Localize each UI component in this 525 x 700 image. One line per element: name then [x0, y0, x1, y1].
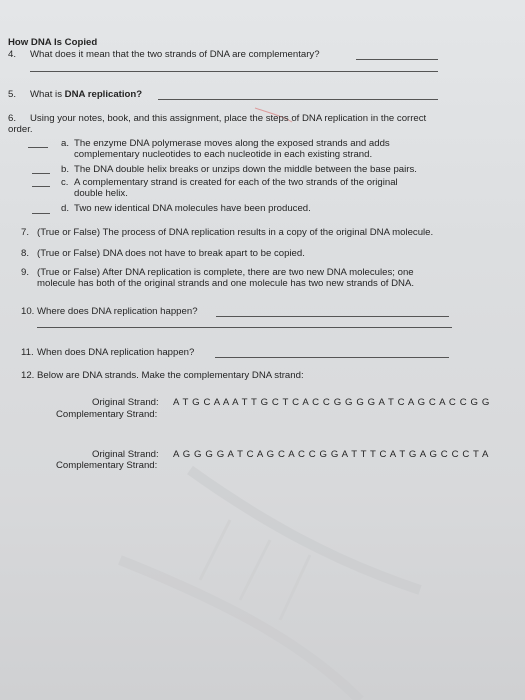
answer-line-5[interactable] [158, 99, 438, 100]
step-c-letter: c. [61, 177, 69, 188]
order-blank-b[interactable] [32, 173, 50, 174]
step-b-text: The DNA double helix breaks or unzips down the middle between the base pairs. [74, 164, 417, 175]
answer-line-11[interactable] [215, 357, 449, 358]
question-7-text: (True or False) The process of DNA replication results in a copy of the original DNA molecule. [37, 227, 434, 238]
step-c-text-line1: A complementary strand is created for each of the two strands of the original [74, 177, 398, 188]
question-10-text: Where does DNA replication happen? [37, 306, 198, 317]
question-5-number: 5. [8, 89, 17, 100]
step-b-letter: b. [61, 164, 70, 175]
answer-line-10b[interactable] [37, 327, 452, 328]
strand-2-complement-label: Complementary Strand: [56, 460, 158, 471]
step-a-text-line2: complementary nucleotides to each nucleotide in each existing strand. [74, 149, 373, 160]
order-blank-d[interactable] [32, 213, 50, 214]
question-9-number: 9. [21, 267, 30, 278]
question-7-number: 7. [21, 227, 30, 238]
strand-2-complement-answer[interactable] [175, 471, 475, 472]
order-blank-c[interactable] [32, 186, 50, 187]
question-8-number: 8. [21, 248, 30, 259]
strand-1-complement-answer[interactable] [175, 420, 475, 421]
question-4-text: What does it mean that the two strands of DNA are complementary? [30, 49, 320, 60]
question-9-text-line1: (True or False) After DNA replication is complete, there are two new DNA molecules; one [37, 267, 414, 278]
strand-2-label: Original Strand: [92, 449, 159, 460]
question-11-number: 11. [21, 347, 34, 358]
order-blank-a[interactable] [28, 147, 48, 148]
question-9-text-line2: molecule has both of the original strands and one molecule has two new strands of DNA. [37, 278, 415, 289]
answer-line-4b[interactable] [30, 71, 438, 72]
strand-1-complement-label: Complementary Strand: [56, 409, 158, 420]
step-a-text-line1: The enzyme DNA polymerase moves along the exposed strands and adds [74, 138, 390, 149]
answer-line-10a[interactable] [216, 316, 449, 317]
step-d-letter: d. [61, 203, 70, 214]
strand-1-label: Original Strand: [92, 397, 159, 408]
step-d-text: Two new identical DNA molecules have been produced. [74, 203, 311, 214]
question-10-number: 10. [21, 306, 35, 317]
question-8-text: (True or False) DNA does not have to break apart to be copied. [37, 248, 305, 259]
question-4-number: 4. [8, 49, 17, 60]
worksheet-title: How DNA Is Copied [8, 37, 98, 48]
strand-1-sequence: A T G C A A A T T G C T C A C C G G G G A T C A G C A C C G G [173, 397, 490, 408]
step-c-text-line2: double helix. [74, 188, 128, 199]
answer-line-4a[interactable] [356, 59, 438, 60]
question-6-number: 6. [8, 113, 17, 124]
step-a-letter: a. [61, 138, 70, 149]
question-6-text-line2: order. [8, 124, 33, 135]
strand-2-sequence: A G G G G A T C A G C A C C G G A T T T C A T G A G C C C T A [173, 449, 490, 460]
question-11-text: When does DNA replication happen? [37, 347, 195, 358]
question-5-text: What is DNA replication? [30, 89, 143, 100]
question-12-text: Below are DNA strands. Make the complementary DNA strand: [37, 370, 304, 381]
question-12-number: 12. [21, 370, 35, 381]
question-6-text-line1: Using your notes, book, and this assignment, place the steps of DNA replication in the correct [30, 113, 427, 124]
